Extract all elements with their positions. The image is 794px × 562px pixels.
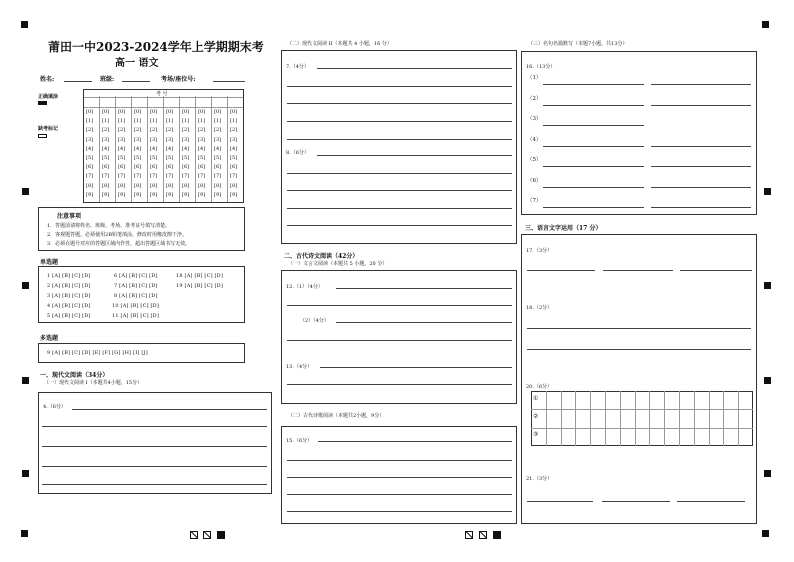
missing-mark-box[interactable] [38,134,47,138]
page-marker-icon [479,531,487,539]
exam-digit-bubble[interactable]: [0] [182,109,190,115]
choice-row[interactable]: 18 [A] [B] [C] [D] [176,273,224,279]
notice-box [38,207,245,251]
exam-digit-bubble[interactable]: [1] [102,118,110,125]
page-marker-icon [217,531,225,539]
exam-digit-bubble[interactable]: [1] [86,118,94,125]
subsection-heading: （一）文言文阅读（本题共 5 小题，20 分） [288,261,388,267]
page-marker-icon [190,531,198,539]
exam-digit-bubble[interactable]: [7] [230,173,238,180]
exam-digit-bubble[interactable]: [2] [134,127,142,134]
answer-line[interactable] [543,84,644,85]
exam-digit-bubble[interactable]: [9] [118,191,126,198]
alignment-mark [22,282,29,289]
exam-digit-bubble[interactable]: [4] [230,145,238,152]
exam-digit-bubble[interactable]: [5] [198,155,206,161]
exam-digit-bubble[interactable]: [9] [134,191,142,198]
exam-digit-bubble[interactable]: [4] [86,145,94,152]
exam-digit-bubble[interactable]: [8] [230,182,238,189]
exam-digit-bubble[interactable]: [0] [166,109,174,115]
choice-row[interactable]: 5 [A] [B] [C] [D] [47,313,91,319]
exam-digit-bubble[interactable]: [3] [102,136,110,143]
exam-digit-bubble[interactable]: [3] [86,136,94,143]
choice-row[interactable]: 3 [A] [B] [C] [D] [47,293,91,299]
q16-item-label: （6） [527,177,542,184]
answer-line[interactable] [651,84,751,85]
question-label: 18.（2分） [526,305,553,311]
answer-line[interactable] [651,207,751,208]
exam-digit-bubble[interactable]: [2] [182,127,190,134]
subsection-heading: （二）古代诗歌阅读（本题共2小题，9分） [288,413,385,419]
exam-digit-bubble[interactable]: [4] [166,145,174,152]
exam-digit-bubble[interactable]: [7] [134,173,142,180]
exam-digit-bubble[interactable]: [5] [118,155,126,161]
alignment-mark [21,21,28,28]
exam-digit-bubble[interactable]: [8] [118,182,126,189]
exam-digit-bubble[interactable]: [0] [134,109,142,115]
choice-row[interactable]: 9 [A] [B] [C] [D] [E] [F] [G] [H] [I] [J] [47,350,148,356]
exam-digit-bubble[interactable]: [6] [134,164,142,171]
subsection-heading: （一）现代文阅读 I（本题共4小题，15分） [44,380,143,386]
choice-row[interactable]: 4 [A] [B] [C] [D] [47,303,91,309]
exam-digit-bubble[interactable]: [6] [102,164,110,171]
exam-digit-bubble[interactable]: [8] [166,182,174,189]
question-label: 7.（4分） [286,64,309,70]
exam-digit-bubble[interactable]: [1] [118,118,126,125]
alignment-mark [764,188,771,195]
answer-line[interactable] [651,166,751,167]
exam-digit-bubble[interactable]: [1] [230,118,238,125]
exam-digit-bubble[interactable]: [0] [102,109,110,115]
exam-digit-bubble[interactable]: [6] [166,164,174,171]
room-field[interactable] [213,81,245,82]
exam-digit-bubble[interactable]: [3] [134,136,142,143]
exam-digit-bubble[interactable]: [3] [150,136,158,143]
exam-digit-bubble[interactable]: [1] [150,118,158,125]
page-marker-icon [493,531,501,539]
q16-item-label: （7） [527,198,542,204]
exam-digit-bubble[interactable]: [6] [182,164,190,171]
section-heading: 二、古代诗文阅读（42分） [284,253,359,260]
correct-fill-sample [38,101,47,105]
answer-line[interactable] [543,146,644,147]
question-label: 17.（3分） [526,248,553,254]
exam-digit-bubble[interactable]: [3] [166,136,174,143]
answer-line[interactable] [543,166,644,167]
choice-row[interactable]: 19 [A] [B] [C] [D] [176,283,224,289]
exam-digit-bubble[interactable]: [2] [166,127,174,134]
exam-digit-bubble[interactable]: [2] [198,127,206,134]
exam-digit-bubble[interactable]: [9] [86,191,94,198]
exam-digit-bubble[interactable]: [9] [150,191,158,198]
exam-digit-bubble[interactable]: [7] [118,173,126,180]
choice-row[interactable]: 11 [A] [B] [C] [D] [112,313,160,319]
exam-digit-bubble[interactable]: [0] [230,109,238,115]
subsection-heading: （三）名句名篇默写（本题7小题，共13分） [528,41,628,47]
name-label: 姓名: [40,76,55,83]
question-label: 12.（1）（4分） [286,284,323,290]
subsection-heading: （二）现代文阅读 II（本题共 4 小题，16 分） [287,41,392,47]
exam-digit-bubble[interactable]: [5] [230,155,238,161]
exam-digit-bubble[interactable]: [0] [198,109,206,115]
answer-area-col3-bottom[interactable] [521,234,757,524]
question-label: 13.（4分） [286,364,313,370]
exam-digit-bubble[interactable]: [5] [166,155,174,161]
exam-digit-bubble[interactable]: [4] [198,145,206,152]
exam-digit-bubble[interactable]: [8] [150,182,158,189]
answer-line[interactable] [651,105,751,106]
exam-digit-bubble[interactable]: [7] [102,173,110,180]
exam-digit-bubble[interactable]: [3] [214,136,222,143]
exam-digit-bubble[interactable]: [6] [214,164,222,171]
alignment-mark [764,470,771,477]
answer-line[interactable] [543,207,644,208]
exam-digit-bubble[interactable]: [8] [134,182,142,189]
exam-digit-bubble[interactable]: [3] [118,136,126,143]
exam-digit-bubble[interactable]: [9] [166,191,174,198]
exam-digit-bubble[interactable]: [9] [102,191,110,198]
exam-digit-bubble[interactable]: [5] [102,155,110,161]
exam-digit-bubble[interactable]: [7] [166,173,174,180]
exam-digit-bubble[interactable]: [9] [230,191,238,198]
correct-fill-label: 正确填涂 [38,94,59,100]
missing-mark-label: 缺考标记 [38,126,59,132]
page-marker-icon [203,531,211,539]
exam-digit-bubble[interactable]: [9] [214,191,222,198]
choice-row[interactable]: 8 [A] [B] [C] [D] [114,293,158,299]
room-label: 考场/座位号: [161,76,196,83]
notice-title: 注意事项 [57,213,82,220]
question-label: 20.（6分） [526,384,553,390]
multi-choice-title: 多选题 [40,335,59,342]
exam-number-header: 考 号 [156,91,168,97]
exam-digit-bubble[interactable]: [2] [86,127,94,134]
exam-digit-bubble[interactable]: [6] [86,164,94,171]
exam-digit-bubble[interactable]: [2] [118,127,126,134]
answer-line[interactable] [651,146,751,147]
choice-row[interactable]: 2 [A] [B] [C] [D] [47,283,91,289]
alignment-mark [764,377,771,384]
exam-digit-bubble[interactable]: [2] [230,127,238,134]
answer-line[interactable] [543,125,644,126]
exam-digit-bubble[interactable]: [0] [118,109,126,115]
question-label: 8.（6分） [286,150,309,156]
exam-digit-bubble[interactable]: [0] [86,109,94,115]
exam-digit-bubble[interactable]: [7] [214,173,222,180]
exam-digit-bubble[interactable]: [1] [182,118,190,125]
exam-digit-bubble[interactable]: [4] [182,145,190,152]
alignment-mark [21,530,28,537]
circle-number: ③ [533,431,539,438]
answer-area-col2-top[interactable] [281,50,517,244]
name-field[interactable] [64,81,92,82]
section-heading: 一、现代文阅读（34分） [40,372,109,379]
notice-item: 1．答题前请将姓名、班级、考场、准考证号填写清楚。 [47,223,171,229]
exam-digit-bubble[interactable]: [5] [182,155,190,161]
exam-digit-bubble[interactable]: [7] [198,173,206,180]
exam-digit-bubble[interactable]: [4] [134,145,142,152]
exam-digit-bubble[interactable]: [1] [214,118,222,125]
notice-item: 3．必须在题号对应的答题区域内作答，超出答题区域书写无效。 [47,241,191,247]
writing-grid[interactable] [531,391,753,446]
exam-digit-bubble[interactable]: [5] [150,155,158,161]
exam-digit-bubble[interactable]: [2] [150,127,158,134]
exam-digit-bubble[interactable]: [4] [118,145,126,152]
exam-digit-bubble[interactable]: [4] [102,145,110,152]
exam-digit-bubble[interactable]: [3] [230,136,238,143]
exam-digit-bubble[interactable]: [8] [214,182,222,189]
exam-digit-bubble[interactable]: [6] [118,164,126,171]
exam-digit-bubble[interactable]: [3] [182,136,190,143]
exam-digit-bubble[interactable]: [9] [182,191,190,198]
section-heading: 三、语言文字运用（17 分） [525,225,602,232]
exam-digit-bubble[interactable]: [5] [86,155,94,161]
exam-digit-bubble[interactable]: [6] [150,164,158,171]
exam-digit-bubble[interactable]: [7] [182,173,190,180]
question-label: （2）（4分） [300,318,329,324]
alignment-mark [762,530,769,537]
exam-subtitle: 高一 语文 [115,58,159,69]
exam-digit-bubble[interactable]: [4] [214,145,222,152]
exam-digit-bubble[interactable]: [6] [230,164,238,171]
exam-digit-bubble[interactable]: [5] [214,155,222,161]
exam-digit-bubble[interactable]: [9] [198,191,206,198]
exam-digit-bubble[interactable]: [5] [134,155,142,161]
circle-number: ② [533,413,539,420]
exam-digit-bubble[interactable]: [8] [86,182,94,189]
alignment-mark [22,188,29,195]
choice-row[interactable]: 1 [A] [B] [C] [D] [47,273,91,279]
alignment-mark [762,21,769,28]
answer-line[interactable] [543,105,644,106]
single-choice-title: 单选题 [40,259,59,266]
exam-title: 莆田一中2023-2024学年上学期期末考 [48,40,264,54]
single-choice-box [38,266,245,323]
exam-digit-bubble[interactable]: [1] [166,118,174,125]
exam-digit-bubble[interactable]: [1] [198,118,206,125]
q16-item-label: （5） [527,157,542,163]
answer-area-q16[interactable] [521,51,757,215]
multi-choice-box [38,343,245,363]
q16-item-label: （2） [527,95,542,102]
exam-digit-bubble[interactable]: [8] [102,182,110,189]
question-label: 21.（3分） [526,476,553,482]
exam-digit-bubble[interactable]: [7] [150,173,158,180]
choice-row[interactable]: 10 [A] [B] [C] [D] [112,303,160,309]
page-marker-icon [465,531,473,539]
choice-row[interactable]: 6 [A] [B] [C] [D] [114,273,158,279]
exam-digit-bubble[interactable]: [4] [150,145,158,152]
class-label: 班级: [100,76,115,83]
exam-digit-bubble[interactable]: [7] [86,173,94,180]
choice-row[interactable]: 7 [A] [B] [C] [D] [114,283,158,289]
exam-digit-bubble[interactable]: [3] [198,136,206,143]
answer-line[interactable] [651,187,751,188]
exam-digit-bubble[interactable]: [0] [150,109,158,115]
question-label: 4.（6分） [43,404,66,410]
exam-digit-bubble[interactable]: [8] [198,182,206,189]
class-field[interactable] [122,81,150,82]
exam-digit-bubble[interactable]: [2] [214,127,222,134]
answer-area-q4[interactable] [38,392,272,494]
alignment-mark [22,470,29,477]
alignment-mark [764,282,771,289]
circle-number: ① [533,395,539,402]
exam-digit-bubble[interactable]: [0] [214,109,222,115]
alignment-mark [22,377,29,384]
question-label: 16.（13分） [526,64,556,70]
notice-item: 2．客观题答题，必须使用2B铅笔填涂，修改时用橡皮擦干净。 [47,232,188,238]
exam-digit-bubble[interactable]: [8] [182,182,190,189]
answer-line[interactable] [543,187,644,188]
exam-digit-bubble[interactable]: [1] [134,118,142,125]
question-label: 15.（6分） [286,438,313,444]
q16-item-label: （3） [527,116,542,122]
exam-digit-bubble[interactable]: [6] [198,164,206,171]
exam-digit-bubble[interactable]: [2] [102,127,110,134]
q16-item-label: （1） [527,75,542,81]
q16-item-label: （4） [527,136,542,143]
